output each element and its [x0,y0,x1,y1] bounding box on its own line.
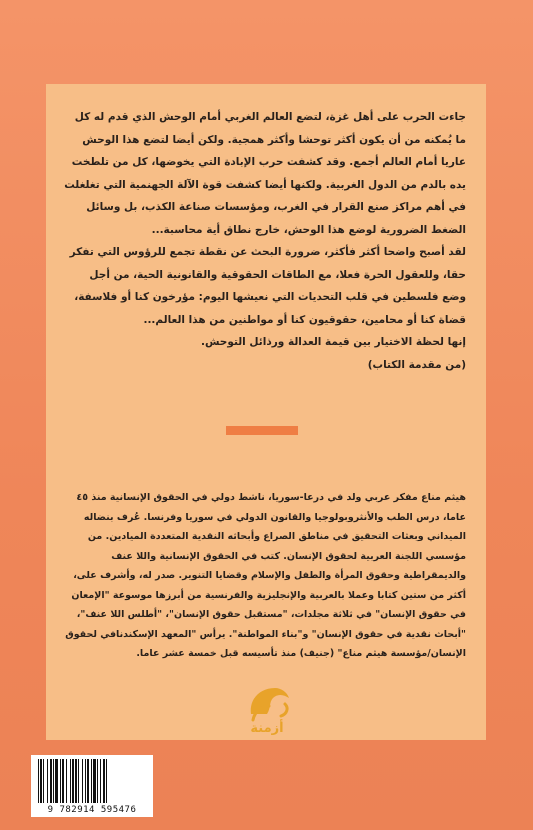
author-bio [62,488,466,664]
author-bio-text: هيثم مناع مفكر عربي ولد في درعا-سوريا، ناشط دولي في الحقوق الإنسانية منذ ٤٥ عاما، درس الطب والأنثروبولوجيا والقانون الدولي في سوريا وفرنسا. عُرف بنضاله الميداني وبعثات التحقيق في مناطق الصراع وأبحاثه النقدية المتعددة الميادين. من مؤسسي اللجنة العربية لحقوق الإنسان. كتب في الحقوق الإنسانية واللا عنف والديمقراطية وحقوق المرأة والطفل والإسلام وقضايا التنوير. صدر له، وأشرف على، أكثر من ستين كتابا وعملا بالعربية والإنجليزية والفرنسية من أبرزها موسوعة "الإمعان في حقوق الإنسان" في ثلاثة مجلدات، "مستقبل حقوق الإنسان"، "أطلس اللا عنف"، "أبحاث نقدية في حقوق الإنسان" و"بناء المواطنة". يرأس "المعهد الإسكندنافي لحقوق الإنسان/مؤسسة هيثم مناع" (جنيف) منذ تأسيسه قبل خمسة عشر عاما. [65,492,466,659]
excerpt-paragraph: لقد أصبح واضحا أكثر فأكثر، ضرورة البحث عن نقطة تجمع للرؤوس التي تفكر حقا، وللعقول الحرة فعلا، مع الطاقات الحقوقية والقانونية الحية، من أجل وضع فلسطين في قلب التحديات التي نعيشها اليوم: مؤرخون كنا أو فلاسفة، قضاة كنا أو محامين، حقوقيون كنا أو مواطنين من هذا العالم... [69,246,466,326]
divider-bar [226,426,298,435]
book-excerpt [62,106,466,376]
excerpt-paragraph: إنها لحظة الاختيار بين قيمة العدالة ورذائل التوحش. [200,336,466,348]
isbn-barcode [31,755,153,817]
publisher-leaf-logo-icon [237,680,297,740]
barcode-bars [36,759,148,803]
isbn-number: 9 782914 595476 [47,805,137,815]
publisher-logo [237,680,297,740]
publisher-logo-text: أزمنة [250,721,284,736]
excerpt-source: (من مقدمة الكتاب) [367,358,466,371]
excerpt-paragraph: جاءت الحرب على أهل غزة، لتضع العالم الغربي أمام الوحش الذي قدم له كل ما يُمكنه من أن يكون أكثر توحشا وأكثر همجية. ولكن أيضا لتضع هذا الوحش عاريا أمام العالم أجمع. وقد كشفت حرب الإبادة التي يخوضها، كل من تلطخت يده بالدم من الدول الغربية. ولكنها أيضا كشفت قوة الآلة الجهنمية التي تغلغلت في أهم مراكز صنع القرار في الغرب، ومؤسسات صناعة الكذب، بل وسائل الضغط الضرورية لوضع هذا الوحش، خارج نطاق أية محاسبة... [64,111,466,236]
text-panel [46,84,486,740]
